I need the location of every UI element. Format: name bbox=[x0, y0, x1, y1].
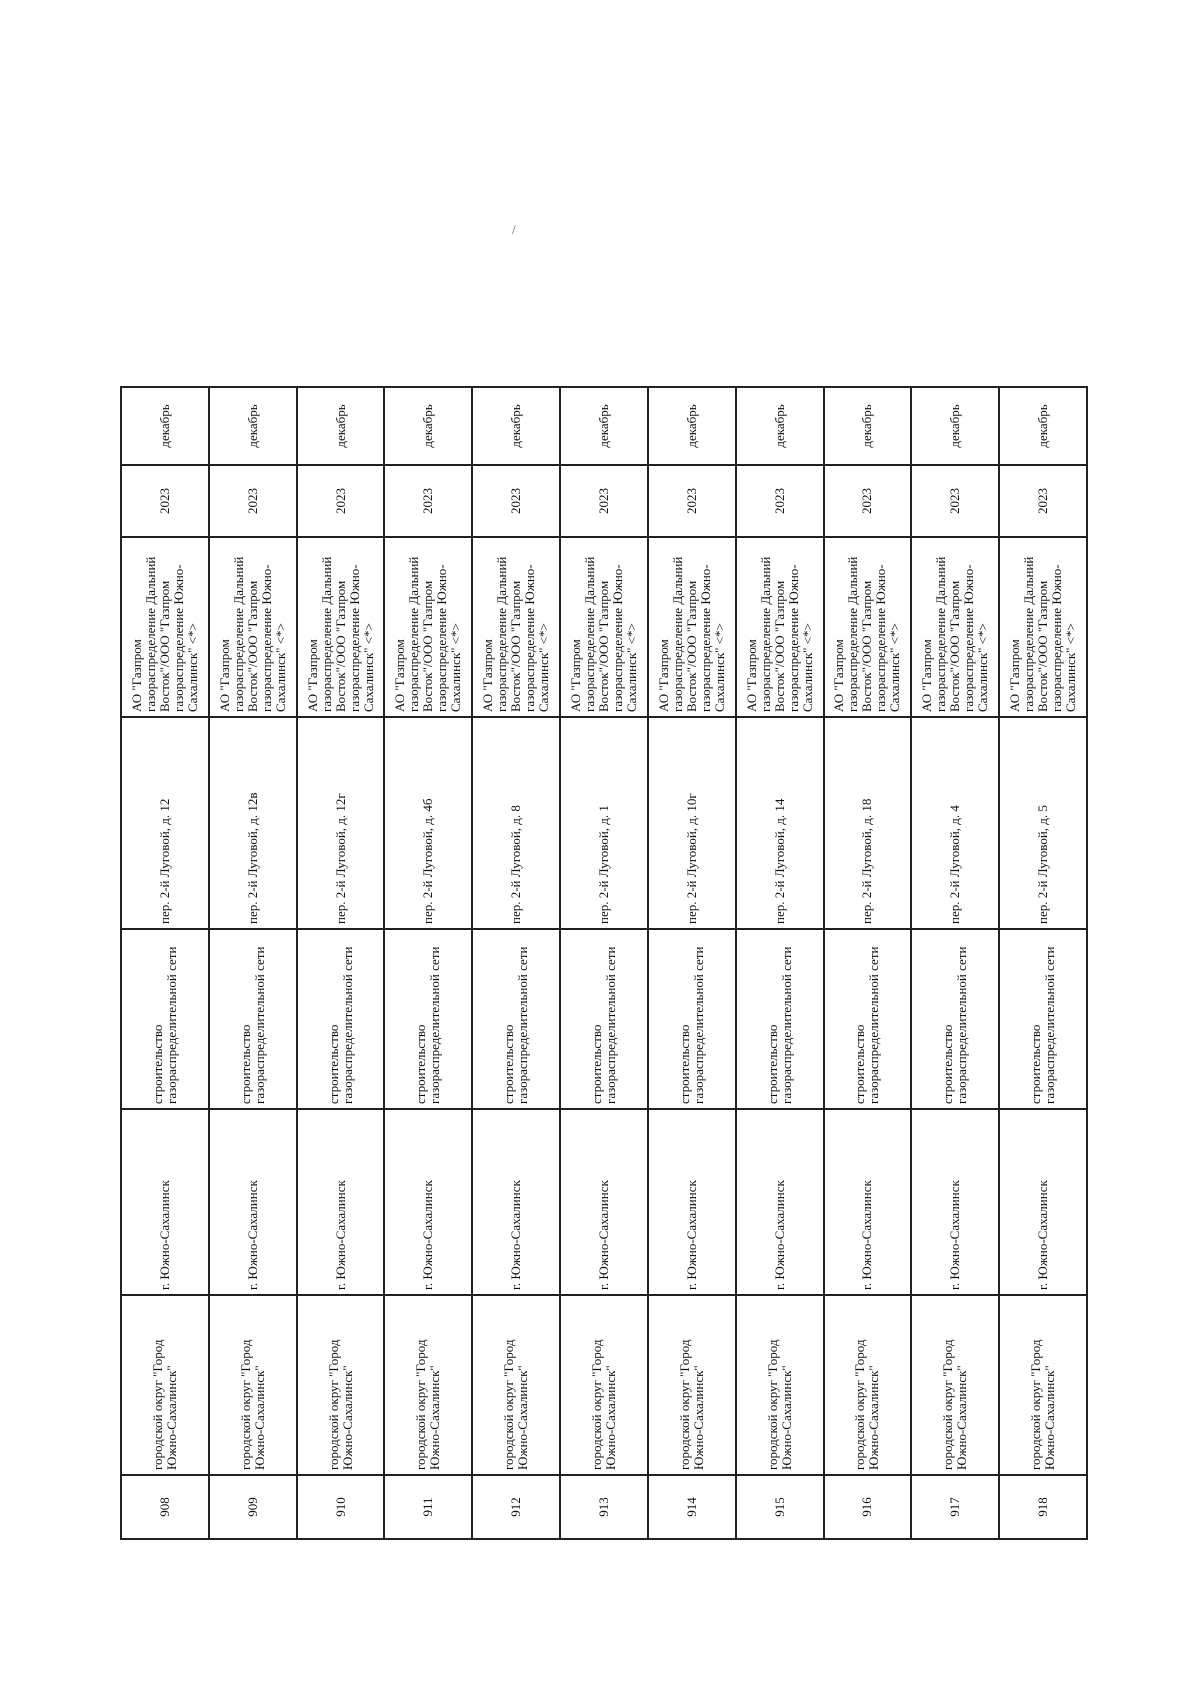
organization-cell: АО "Газпром газораспределение Дальний Восток"/ООО "Газпром газораспределение Южно-Сахалинск" <*> bbox=[911, 537, 999, 717]
work-type-cell: строительство газораспределительной сети bbox=[209, 929, 297, 1109]
month-cell: декабрь bbox=[472, 387, 560, 465]
row-number-cell: 914 bbox=[648, 1475, 736, 1539]
city-cell: г. Южно-Сахалинск bbox=[209, 1109, 297, 1295]
work-type-cell: строительство газораспределительной сети bbox=[297, 929, 385, 1109]
city-cell: г. Южно-Сахалинск bbox=[736, 1109, 824, 1295]
table-row bbox=[736, 387, 824, 1539]
year-cell: 2023 bbox=[736, 465, 824, 537]
table-body bbox=[121, 387, 1087, 1539]
work-type-cell: строительство газораспределительной сети bbox=[911, 929, 999, 1109]
district-cell: городской округ "Город Южно-Сахалинск" bbox=[560, 1295, 648, 1475]
work-type-cell: строительство газораспределительной сети bbox=[121, 929, 209, 1109]
row-number-cell: 917 bbox=[911, 1475, 999, 1539]
address-cell: пер. 2-й Луговой, д. 12г bbox=[297, 717, 385, 929]
city-cell: г. Южно-Сахалинск bbox=[999, 1109, 1087, 1295]
organization-cell: АО "Газпром газораспределение Дальний Восток"/ООО "Газпром газораспределение Южно-Сахалинск" <*> bbox=[736, 537, 824, 717]
work-type-cell: строительство газораспределительной сети bbox=[824, 929, 912, 1109]
scan-speck: / bbox=[512, 222, 516, 237]
year-cell: 2023 bbox=[472, 465, 560, 537]
rotated-table-container bbox=[120, 388, 1088, 1540]
table-row bbox=[209, 387, 297, 1539]
city-cell: г. Южно-Сахалинск bbox=[297, 1109, 385, 1295]
district-cell: городской округ "Город Южно-Сахалинск" bbox=[121, 1295, 209, 1475]
organization-cell: АО "Газпром газораспределение Дальний Восток"/ООО "Газпром газораспределение Южно-Сахалинск" <*> bbox=[209, 537, 297, 717]
address-cell: пер. 2-й Луговой, д. 10г bbox=[648, 717, 736, 929]
month-cell: декабрь bbox=[121, 387, 209, 465]
district-cell: городской округ "Город Южно-Сахалинск" bbox=[648, 1295, 736, 1475]
district-cell: городской округ "Город Южно-Сахалинск" bbox=[472, 1295, 560, 1475]
city-cell: г. Южно-Сахалинск bbox=[911, 1109, 999, 1295]
month-cell: декабрь bbox=[736, 387, 824, 465]
city-cell: г. Южно-Сахалинск bbox=[648, 1109, 736, 1295]
address-cell: пер. 2-й Луговой, д. 18 bbox=[824, 717, 912, 929]
table-row bbox=[297, 387, 385, 1539]
month-cell: декабрь bbox=[911, 387, 999, 465]
table-row bbox=[648, 387, 736, 1539]
year-cell: 2023 bbox=[384, 465, 472, 537]
year-cell: 2023 bbox=[297, 465, 385, 537]
organization-cell: АО "Газпром газораспределение Дальний Восток"/ООО "Газпром газораспределение Южно-Сахалинск" <*> bbox=[999, 537, 1087, 717]
row-number-cell: 915 bbox=[736, 1475, 824, 1539]
table-row bbox=[824, 387, 912, 1539]
rotated-table-frame bbox=[120, 388, 1088, 1540]
month-cell: декабрь bbox=[297, 387, 385, 465]
organization-cell: АО "Газпром газораспределение Дальний Восток"/ООО "Газпром газораспределение Южно-Сахалинск" <*> bbox=[648, 537, 736, 717]
district-cell: городской округ "Город Южно-Сахалинск" bbox=[736, 1295, 824, 1475]
address-cell: пер. 2-й Луговой, д. 12 bbox=[121, 717, 209, 929]
work-type-cell: строительство газораспределительной сети bbox=[560, 929, 648, 1109]
month-cell: декабрь bbox=[384, 387, 472, 465]
address-cell: пер. 2-й Луговой, д. 1 bbox=[560, 717, 648, 929]
address-cell: пер. 2-й Луговой, д. 12в bbox=[209, 717, 297, 929]
district-cell: городской округ "Город Южно-Сахалинск" bbox=[209, 1295, 297, 1475]
table-row bbox=[384, 387, 472, 1539]
work-type-cell: строительство газораспределительной сети bbox=[999, 929, 1087, 1109]
year-cell: 2023 bbox=[648, 465, 736, 537]
city-cell: г. Южно-Сахалинск bbox=[472, 1109, 560, 1295]
city-cell: г. Южно-Сахалинск bbox=[560, 1109, 648, 1295]
organization-cell: АО "Газпром газораспределение Дальний Восток"/ООО "Газпром газораспределение Южно-Сахалинск" <*> bbox=[472, 537, 560, 717]
month-cell: декабрь bbox=[824, 387, 912, 465]
row-number-cell: 916 bbox=[824, 1475, 912, 1539]
month-cell: декабрь bbox=[560, 387, 648, 465]
address-cell: пер. 2-й Луговой, д. 4б bbox=[384, 717, 472, 929]
year-cell: 2023 bbox=[560, 465, 648, 537]
month-cell: декабрь bbox=[999, 387, 1087, 465]
work-type-cell: строительство газораспределительной сети bbox=[648, 929, 736, 1109]
year-cell: 2023 bbox=[999, 465, 1087, 537]
table-row bbox=[472, 387, 560, 1539]
work-type-cell: строительство газораспределительной сети bbox=[472, 929, 560, 1109]
district-cell: городской округ "Город Южно-Сахалинск" bbox=[999, 1295, 1087, 1475]
district-cell: городской округ "Город Южно-Сахалинск" bbox=[911, 1295, 999, 1475]
row-number-cell: 912 bbox=[472, 1475, 560, 1539]
row-number-cell: 918 bbox=[999, 1475, 1087, 1539]
table-row bbox=[911, 387, 999, 1539]
month-cell: декабрь bbox=[648, 387, 736, 465]
year-cell: 2023 bbox=[209, 465, 297, 537]
district-cell: городской округ "Город Южно-Сахалинск" bbox=[384, 1295, 472, 1475]
work-type-cell: строительство газораспределительной сети bbox=[736, 929, 824, 1109]
city-cell: г. Южно-Сахалинск bbox=[121, 1109, 209, 1295]
organization-cell: АО "Газпром газораспределение Дальний Восток"/ООО "Газпром газораспределение Южно-Сахалинск" <*> bbox=[384, 537, 472, 717]
address-cell: пер. 2-й Луговой, д. 5 bbox=[999, 717, 1087, 929]
organization-cell: АО "Газпром газораспределение Дальний Восток"/ООО "Газпром газораспределение Южно-Сахалинск" <*> bbox=[560, 537, 648, 717]
organization-cell: АО "Газпром газораспределение Дальний Восток"/ООО "Газпром газораспределение Южно-Сахалинск" <*> bbox=[297, 537, 385, 717]
organization-cell: АО "Газпром газораспределение Дальний Восток"/ООО "Газпром газораспределение Южно-Сахалинск" <*> bbox=[121, 537, 209, 717]
table-row bbox=[121, 387, 209, 1539]
address-cell: пер. 2-й Луговой, д. 14 bbox=[736, 717, 824, 929]
row-number-cell: 908 bbox=[121, 1475, 209, 1539]
gasification-schedule-table bbox=[120, 386, 1088, 1540]
year-cell: 2023 bbox=[121, 465, 209, 537]
address-cell: пер. 2-й Луговой, д. 8 bbox=[472, 717, 560, 929]
row-number-cell: 913 bbox=[560, 1475, 648, 1539]
year-cell: 2023 bbox=[911, 465, 999, 537]
row-number-cell: 911 bbox=[384, 1475, 472, 1539]
row-number-cell: 910 bbox=[297, 1475, 385, 1539]
district-cell: городской округ "Город Южно-Сахалинск" bbox=[297, 1295, 385, 1475]
year-cell: 2023 bbox=[824, 465, 912, 537]
work-type-cell: строительство газораспределительной сети bbox=[384, 929, 472, 1109]
district-cell: городской округ "Город Южно-Сахалинск" bbox=[824, 1295, 912, 1475]
city-cell: г. Южно-Сахалинск bbox=[384, 1109, 472, 1295]
table-row bbox=[560, 387, 648, 1539]
row-number-cell: 909 bbox=[209, 1475, 297, 1539]
city-cell: г. Южно-Сахалинск bbox=[824, 1109, 912, 1295]
address-cell: пер. 2-й Луговой, д. 4 bbox=[911, 717, 999, 929]
table-row bbox=[999, 387, 1087, 1539]
month-cell: декабрь bbox=[209, 387, 297, 465]
organization-cell: АО "Газпром газораспределение Дальний Восток"/ООО "Газпром газораспределение Южно-Сахалинск" <*> bbox=[824, 537, 912, 717]
